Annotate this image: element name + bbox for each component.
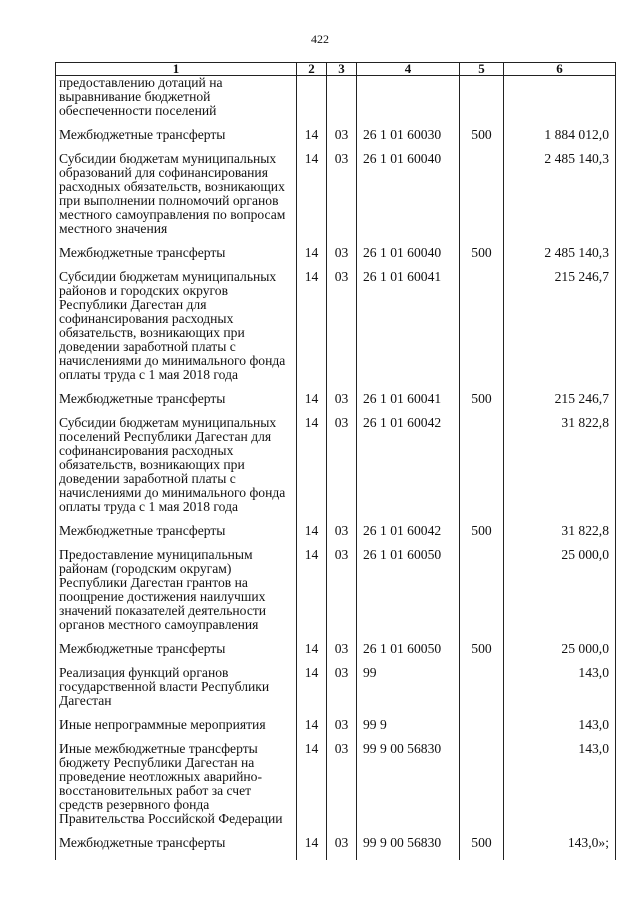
target-article-code: 26 1 01 60042: [357, 524, 460, 548]
table-row: [56, 548, 616, 642]
table-row: [56, 836, 616, 860]
expense-type-code: 500: [460, 524, 504, 548]
expense-type-code: [460, 152, 504, 246]
expense-type-code: 500: [460, 836, 504, 860]
section-code: [297, 76, 327, 129]
target-article-code: 26 1 01 60040: [357, 246, 460, 270]
subsection-code: 03: [327, 642, 357, 666]
budget-table: [55, 62, 616, 860]
table-row: [56, 76, 616, 129]
column-header: 3: [327, 63, 357, 76]
amount: 143,0»;: [504, 836, 616, 860]
item-name: Межбюджетные трансферты: [56, 524, 297, 548]
item-name: Предоставление муниципальным районам (городским округам) Республики Дагестан грантов на поощрение достижения наилучших значений показателей деятельности органов местного самоуправления: [56, 548, 297, 642]
table-row: [56, 642, 616, 666]
subsection-code: 03: [327, 246, 357, 270]
expense-type-code: 500: [460, 128, 504, 152]
section-code: 14: [297, 524, 327, 548]
amount: 25 000,0: [504, 642, 616, 666]
target-article-code: 99: [357, 666, 460, 718]
section-code: 14: [297, 836, 327, 860]
column-header: 4: [357, 63, 460, 76]
expense-type-code: [460, 76, 504, 129]
table-row: [56, 246, 616, 270]
item-name: Межбюджетные трансферты: [56, 836, 297, 860]
column-header: 2: [297, 63, 327, 76]
page-number: 422: [311, 32, 329, 46]
expense-type-code: 500: [460, 642, 504, 666]
target-article-code: 26 1 01 60042: [357, 416, 460, 524]
target-article-code: 26 1 01 60040: [357, 152, 460, 246]
item-name: предоставлению дотаций на выравнивание бюджетной обеспеченности поселений: [56, 76, 297, 129]
expense-type-code: [460, 416, 504, 524]
subsection-code: 03: [327, 270, 357, 392]
subsection-code: 03: [327, 742, 357, 836]
target-article-code: 26 1 01 60050: [357, 642, 460, 666]
subsection-code: 03: [327, 152, 357, 246]
expense-type-code: [460, 548, 504, 642]
table-row: [56, 392, 616, 416]
subsection-code: 03: [327, 666, 357, 718]
subsection-code: 03: [327, 524, 357, 548]
item-name: Межбюджетные трансферты: [56, 128, 297, 152]
subsection-code: 03: [327, 836, 357, 860]
item-name: Иные непрограммные мероприятия: [56, 718, 297, 742]
target-article-code: 26 1 01 60041: [357, 270, 460, 392]
section-code: 14: [297, 246, 327, 270]
expense-type-code: 500: [460, 392, 504, 416]
amount: 31 822,8: [504, 416, 616, 524]
item-name: Субсидии бюджетам муниципальных районов и городских округов Республики Дагестан для софинансирования расходных обязательств, возникающих при доведении заработной платы с начислениями до минимального фонда оплаты труда с 1 мая 2018 года: [56, 270, 297, 392]
table-body: [56, 76, 616, 861]
section-code: 14: [297, 718, 327, 742]
section-code: 14: [297, 152, 327, 246]
section-code: 14: [297, 742, 327, 836]
item-name: Межбюджетные трансферты: [56, 392, 297, 416]
item-name: Субсидии бюджетам муниципальных поселений Республики Дагестан для софинансирования расходных обязательств, возникающих при доведении заработной платы с начислениями до минимального фонда оплаты труда с 1 мая 2018 года: [56, 416, 297, 524]
table-row: [56, 524, 616, 548]
amount: 215 246,7: [504, 392, 616, 416]
table-row: [56, 152, 616, 246]
column-header: 5: [460, 63, 504, 76]
table-row: [56, 128, 616, 152]
amount: 2 485 140,3: [504, 246, 616, 270]
section-code: 14: [297, 128, 327, 152]
column-header: 1: [56, 63, 297, 76]
amount: 31 822,8: [504, 524, 616, 548]
expense-type-code: 500: [460, 246, 504, 270]
item-name: Субсидии бюджетам муниципальных образований для софинансирования расходных обязательств, возникающих при выполнении полномочий органов местного самоуправления по вопросам местного значения: [56, 152, 297, 246]
subsection-code: 03: [327, 416, 357, 524]
table-row: [56, 742, 616, 836]
target-article-code: 26 1 01 60050: [357, 548, 460, 642]
section-code: 14: [297, 392, 327, 416]
expense-type-code: [460, 742, 504, 836]
expense-type-code: [460, 718, 504, 742]
target-article-code: 26 1 01 60030: [357, 128, 460, 152]
amount: [504, 76, 616, 129]
amount: 215 246,7: [504, 270, 616, 392]
item-name: Межбюджетные трансферты: [56, 642, 297, 666]
section-code: 14: [297, 666, 327, 718]
item-name: Иные межбюджетные трансферты бюджету Республики Дагестан на проведение неотложных аварийно-восстановительных работ за счет средств резервного фонда Правительства Российской Федерации: [56, 742, 297, 836]
target-article-code: 99 9: [357, 718, 460, 742]
target-article-code: 99 9 00 56830: [357, 742, 460, 836]
target-article-code: 99 9 00 56830: [357, 836, 460, 860]
item-name: Реализация функций органов государственной власти Республики Дагестан: [56, 666, 297, 718]
amount: 143,0: [504, 742, 616, 836]
expense-type-code: [460, 666, 504, 718]
section-code: 14: [297, 270, 327, 392]
table-row: [56, 416, 616, 524]
amount: 143,0: [504, 666, 616, 718]
amount: 25 000,0: [504, 548, 616, 642]
subsection-code: [327, 76, 357, 129]
amount: 1 884 012,0: [504, 128, 616, 152]
subsection-code: 03: [327, 548, 357, 642]
section-code: 14: [297, 642, 327, 666]
section-code: 14: [297, 548, 327, 642]
subsection-code: 03: [327, 392, 357, 416]
amount: 143,0: [504, 718, 616, 742]
expense-type-code: [460, 270, 504, 392]
amount: 2 485 140,3: [504, 152, 616, 246]
column-header: 6: [504, 63, 616, 76]
table-header-row: [56, 63, 616, 76]
table-row: [56, 718, 616, 742]
target-article-code: 26 1 01 60041: [357, 392, 460, 416]
section-code: 14: [297, 416, 327, 524]
target-article-code: [357, 76, 460, 129]
table-row: [56, 666, 616, 718]
item-name: Межбюджетные трансферты: [56, 246, 297, 270]
subsection-code: 03: [327, 128, 357, 152]
table-row: [56, 270, 616, 392]
subsection-code: 03: [327, 718, 357, 742]
